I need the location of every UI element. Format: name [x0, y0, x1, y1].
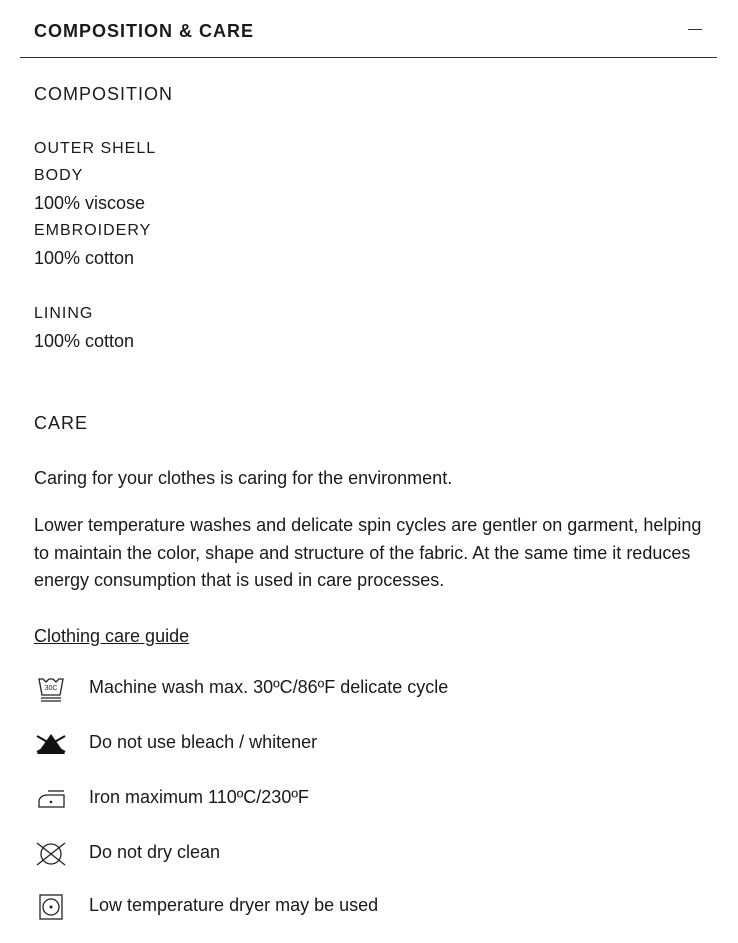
collapse-icon[interactable] — [688, 20, 702, 40]
wash-temp-label: 30C — [44, 685, 58, 692]
body-label: BODY — [34, 167, 84, 184]
care-item-dryclean — [34, 839, 714, 869]
no-bleach-icon — [34, 729, 68, 759]
care-item-bleach — [34, 729, 714, 759]
lining-value: 100% cotton — [34, 331, 135, 351]
care-item-dryer — [34, 892, 714, 922]
section-title: COMPOSITION & CARE — [34, 21, 255, 41]
care-guide-link[interactable]: Clothing care guide — [34, 626, 190, 646]
care-text-iron: Iron maximum 110ºC/230ºF — [89, 787, 309, 807]
accordion-header[interactable] — [20, 0, 717, 58]
care-text-wash: Machine wash max. 30ºC/86ºF delicate cycle — [89, 677, 449, 697]
care-paragraph: Lower temperature washes and delicate spin cycles are gentler on garment, helping to maintain the color, shape and structure of the fabric. At the same time it reduces energy consumption that is used in care processes. — [34, 515, 702, 590]
care-text-bleach: Do not use bleach / whitener — [89, 732, 318, 752]
composition-heading: COMPOSITION — [34, 84, 174, 104]
care-text-dryer: Low temperature dryer may be used — [89, 895, 379, 915]
no-dry-clean-icon — [34, 839, 68, 869]
care-intro: Caring for your clothes is caring for the environment. — [34, 468, 453, 488]
care-item-iron — [34, 784, 714, 814]
care-text-dryclean: Do not dry clean — [89, 842, 221, 862]
lining-label: LINING — [34, 305, 94, 322]
wash-30-icon — [34, 674, 68, 704]
care-item-wash — [34, 674, 714, 704]
tumble-dry-low-icon — [34, 892, 68, 922]
embroidery-label: EMBROIDERY — [34, 222, 152, 239]
care-heading: CARE — [34, 413, 89, 433]
outer-shell-label: OUTER SHELL — [34, 140, 157, 157]
embroidery-value: 100% cotton — [34, 248, 135, 268]
body-value: 100% viscose — [34, 193, 146, 213]
iron-low-icon — [34, 784, 68, 814]
